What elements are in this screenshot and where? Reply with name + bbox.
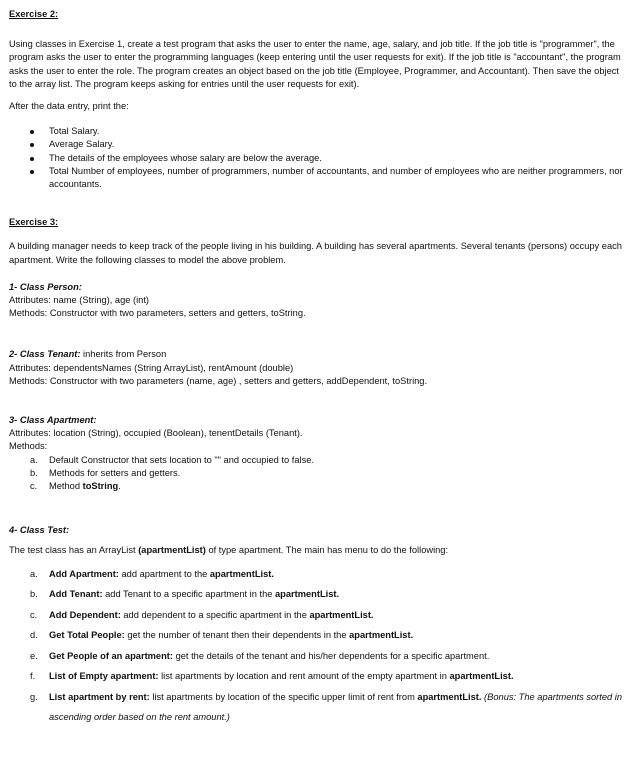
menu-item-desc: add apartment to the [118,568,210,579]
list-marker: e. [30,650,38,661]
list-item-text: Average Salary. [49,139,115,150]
class-apartment-methods-label: Methods: [9,441,48,452]
class-person-methods: Methods: Constructor with two parameters, setters and getters, toString. [9,308,306,319]
list-item [9,165,623,191]
bullet-icon [30,157,34,161]
list-item [9,125,623,138]
list-marker: c. [30,481,38,492]
bullet-icon [30,130,34,134]
menu-item-label: Add Tenant: [49,589,103,600]
list-marker: c. [30,609,38,620]
list-item [9,467,623,480]
class-test-intro [9,544,623,557]
class-tenant-title: 2- Class Tenant: [9,349,81,360]
list-item-text: Total Number of employees, number of programmers, number of accountants, and number of employees who are neither programmers, nor accountants. [49,165,623,190]
menu-item-label: List of Empty apartment: [49,671,159,682]
class-test-intro-pre: The test class has an ArrayList [9,545,139,556]
list-marker: g. [30,691,38,702]
class-apartment-methods-list [9,454,623,494]
exercise-2-section [9,8,623,191]
class-tenant-block [9,348,623,388]
exercise-2-print-list [9,125,623,191]
list-item [9,454,623,467]
exercise-3-heading: Exercise 3: [9,217,59,228]
menu-item-label: Add Dependent: [49,609,121,620]
menu-list-item [9,605,623,626]
menu-list-item [9,584,623,605]
class-test-block [9,524,623,727]
list-item-text: The details of the employees whose salary are below the average. [49,152,322,163]
class-person-block [9,281,623,321]
menu-item-label: Get People of an apartment: [49,650,173,661]
class-apartment-attributes: Attributes: location (String), occupied (Boolean), tenentDetails (Tenant). [9,428,303,439]
list-marker: b. [30,589,38,600]
menu-item-desc: get the details of the tenant and his/her dependents for a specific apartment. [172,650,490,661]
menu-item-ref: apartmentList. [309,609,374,620]
list-item-text: Methods for setters and getters. [49,467,181,478]
menu-item-desc: list apartments by location and rent amount of the empty apartment in [158,671,450,682]
menu-item-label: Add Apartment: [49,568,119,579]
exercise-3-description: A building manager needs to keep track of the people living in his building. A building has several apartments. Several tenants (persons) occupy each apartment. Write the following classes to model the above problem. [9,241,622,265]
menu-item-ref: apartmentList. [209,568,274,579]
exercise-2-description: Using classes in Exercise 1, create a test program that asks the user to enter the name, age, salary, and job title. If the job title is "programmer", the program asks the user to enter the programming languages (keep entering until the user requests for exit). If the job title is "accountant", the program asks the user to enter the role. The program creates an object based on the job title (Employee, Programmer, and Accountant). Then save the object to the array list. The program keeps asking for entries until the user requests for exit). [9,39,621,89]
class-person-attributes: Attributes: name (String), age (int) [9,295,150,306]
list-item-bold: toString [82,481,119,492]
list-marker: a. [30,454,38,465]
menu-item-desc: add dependent to a specific apartment in the [120,609,310,620]
class-person-title: 1- Class Person: [9,281,82,292]
menu-item-label: List apartment by rent: [49,691,150,702]
menu-list-item [9,646,623,667]
menu-item-ref: apartmentList. [417,691,482,702]
exercise-3-section [9,216,623,727]
list-marker: f. [30,671,36,682]
list-item-after: . [118,481,121,492]
class-tenant-methods: Methods: Constructor with two parameters (name, age) , setters and getters, addDependent, toString. [9,375,428,386]
list-marker: a. [30,568,38,579]
class-apartment-title: 3- Class Apartment: [9,415,97,426]
class-tenant-inherits: inherits from Person [80,349,167,360]
class-test-title: 4- Class Test: [9,525,70,536]
list-item-text: Total Salary. [49,126,100,137]
class-test-intro-bold: (apartmentList) [138,545,206,556]
class-tenant-title-line [9,348,623,361]
class-apartment-block [9,414,623,493]
menu-item-ref: apartmentList. [349,630,414,641]
menu-item-desc: list apartments by location of the specific upper limit of rent from [149,691,418,702]
menu-item-bonus: (Bonus: The apartments sorted in ascending order based on the rent amount.) [49,691,623,723]
menu-item-ref: apartmentList. [449,671,514,682]
menu-item-desc: add Tenant to a specific apartment in the [102,589,275,600]
list-item-text: Method [49,481,83,492]
menu-item-label: Get Total People: [49,630,125,641]
list-item [9,138,623,151]
list-marker: d. [30,630,38,641]
menu-item-ref: apartmentList. [275,589,340,600]
menu-list-item [9,687,623,728]
class-tenant-attributes: Attributes: dependentsNames (String ArrayList), rentAmount (double) [9,362,294,373]
bullet-icon [30,143,34,147]
list-item [9,152,623,165]
menu-list-item [9,625,623,646]
exercise-2-heading: Exercise 2: [9,9,59,19]
menu-list-item [9,666,623,687]
class-test-intro-post: of type apartment. The main has menu to do the following: [205,545,449,556]
list-marker: b. [30,467,38,478]
list-item-text: Default Constructor that sets location to "" and occupied to false. [49,454,314,465]
exercise-2-print-intro: After the data entry, print the: [9,101,129,112]
bullet-icon [30,170,34,174]
class-test-menu-list [9,564,623,728]
list-item [9,480,623,493]
menu-list-item [9,564,623,585]
menu-item-desc: get the number of tenant then their dependents in the [124,630,350,641]
